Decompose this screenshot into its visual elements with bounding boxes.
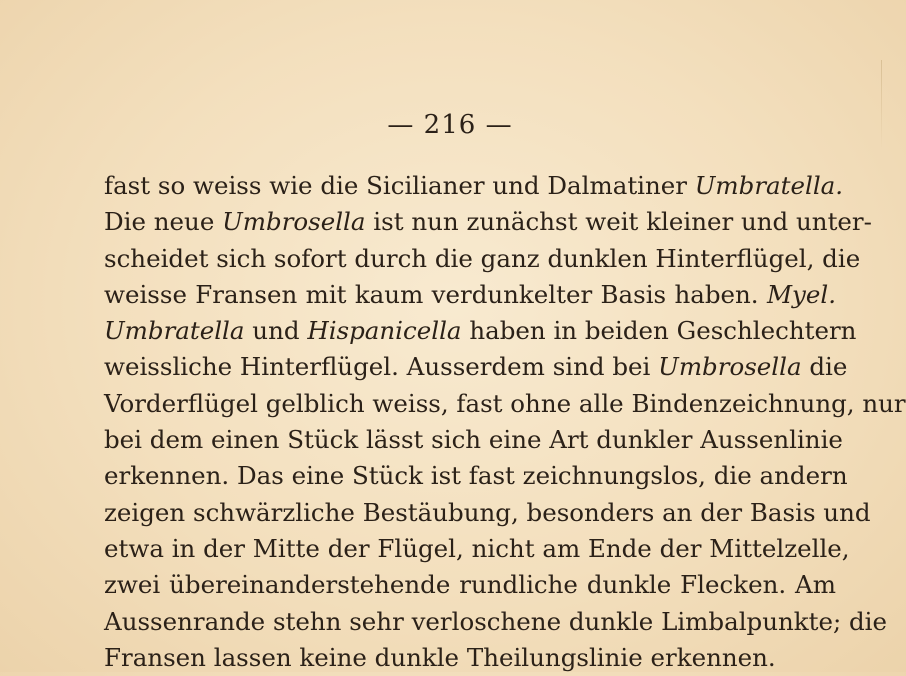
text-segment: erkennen. Das eine Stück ist fast zeichnungslos, die andern <box>104 461 848 491</box>
text-segment: Die neue <box>104 207 223 237</box>
text-line <box>104 422 843 458</box>
text-line <box>104 386 906 422</box>
text-segment: und <box>244 316 308 346</box>
text-segment: weissliche Hinterflügel. Ausserdem sind bei <box>104 352 659 382</box>
text-segment: Fransen lassen keine dunkle Theilungslinie erkennen. <box>104 642 776 672</box>
text-segment: scheidet sich sofort durch die ganz dunklen Hinterflügel, die <box>104 243 861 273</box>
text-line <box>104 277 836 313</box>
italic-species-name: Umbratella <box>104 316 245 346</box>
text-segment: haben in beiden Geschlechtern <box>461 316 857 346</box>
text-line <box>104 567 836 603</box>
text-segment: fast so weiss wie die Sicilianer und Dalmatiner <box>104 171 695 200</box>
text-line <box>104 458 848 494</box>
text-line <box>104 241 861 277</box>
text-line <box>104 313 857 349</box>
italic-species-name: Hispanicella <box>307 316 462 346</box>
text-line <box>104 531 850 567</box>
text-line <box>104 604 888 640</box>
text-segment: die <box>801 352 848 382</box>
text-segment: zeigen schwärzliche Bestäubung, besonders an der Basis und <box>104 497 871 527</box>
body-paragraph <box>104 168 906 676</box>
italic-species-name: Umbrosella <box>222 207 366 237</box>
text-segment: ist nun zunächst weit kleiner und unter- <box>365 207 872 237</box>
text-segment: Vorderflügel gelblich weiss, fast ohne alle Bindenzeichnung, nur <box>104 388 906 418</box>
text-segment: weisse Fransen mit kaum verdunkelter Basis haben. <box>104 279 767 309</box>
text-line <box>104 495 871 531</box>
italic-species-name: Umbrosella <box>658 352 802 382</box>
text-line <box>104 640 836 676</box>
italic-species-name: Myel. <box>766 279 836 309</box>
text-line <box>104 204 872 240</box>
text-segment: etwa in der Mitte der Flügel, nicht am Ende der Mittelzelle, <box>104 533 850 563</box>
text-segment: bei dem einen Stück lässt sich eine Art dunkler Aussenlinie <box>104 425 843 455</box>
text-line <box>104 168 844 204</box>
text-line <box>104 349 848 385</box>
page-number: — 216 — <box>387 110 513 140</box>
text-segment: Aussenrande stehn sehr verloschene dunkle Limbalpunkte; die <box>104 606 888 636</box>
text-segment: zwei übereinanderstehende rundliche dunkle Flecken. Am <box>104 570 836 600</box>
italic-species-name: Umbratella. <box>694 171 844 200</box>
